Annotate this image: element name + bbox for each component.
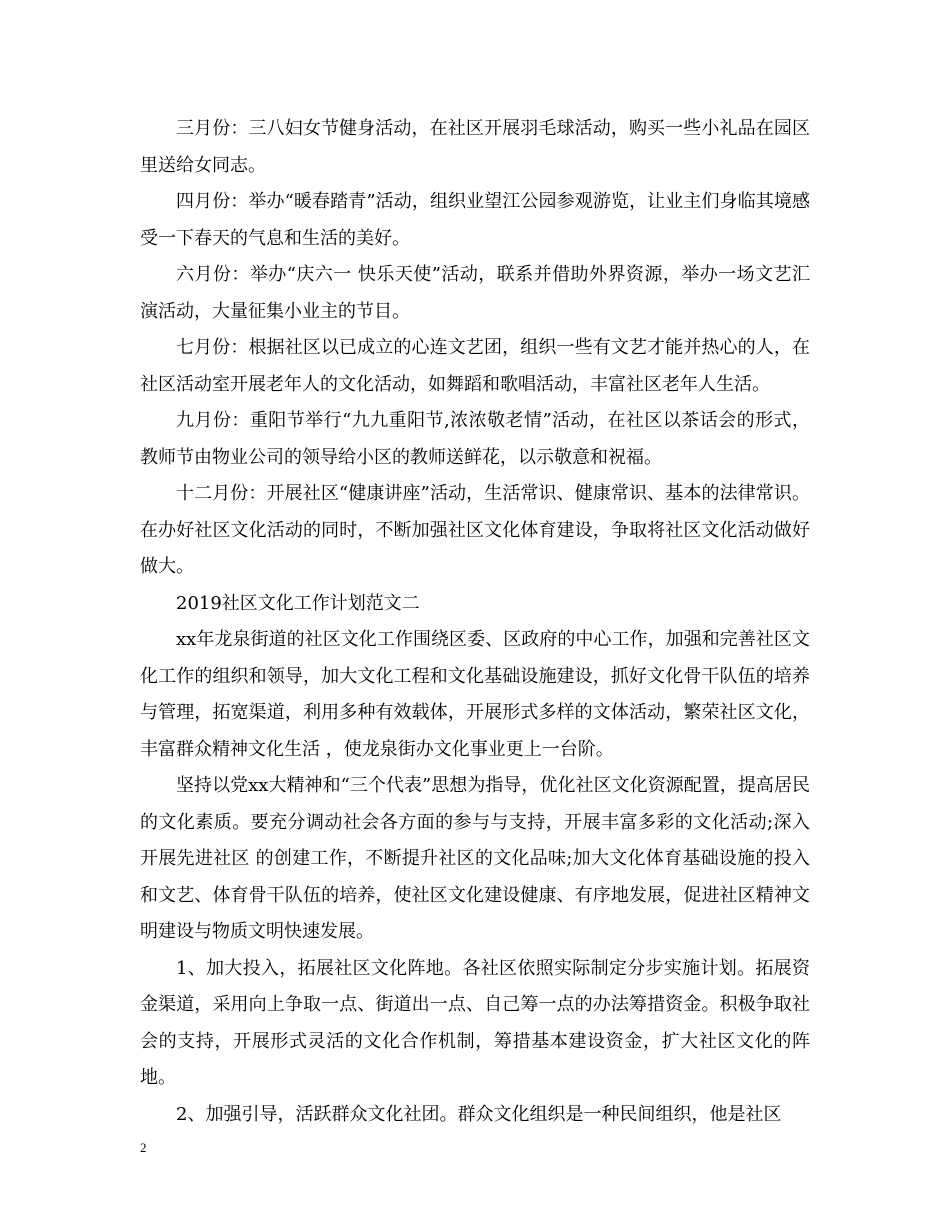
paragraph-guidance: 坚持以党xx大精神和“三个代表”思想为指导，优化社区文化资源配置，提高居民的文化素质。要充分调动社会各方面的参与与支持，开展丰富多彩的文化活动;深入开展先进社区 的创建工作，不断提升社区的文化品味;加大文化体育基础设施的投入和文艺、体育骨干队伍的培养，使社区文化建设健康、有序地发展，促进社区精神文明建设与物质文明快速发展。 [140,775,810,942]
paragraph-march: 三月份：三八妇女节健身活动，在社区开展羽毛球活动，购买一些小礼品在园区里送给女同志。 [140,118,810,176]
page-number: 2 [140,1140,147,1155]
section-heading: 2019社区文化工作计划范文二 [176,592,420,614]
paragraph-september: 九月份：重阳节举行“九九重阳节,浓浓敬老情”活动，在社区以茶话会的形式，教师节由物业公司的领导给小区的教师送鲜花，以示敬意和祝福。 [140,410,810,468]
document-body [140,111,810,1133]
paragraph-item-2: 2、加强引导，活跃群众文化社团。群众文化组织是一种民间组织，他是社区 [176,1103,782,1125]
paragraph-june: 六月份：举办“庆六一 快乐天使”活动，联系并借助外界资源，举办一场文艺汇演活动，大量征集小业主的节目。 [140,264,810,322]
paragraph-april: 四月份：举办“暖春踏青”活动，组织业望江公园参观游览，让业主们身临其境感受一下春天的气息和生活的美好。 [140,191,810,249]
paragraph-overview: xx年龙泉街道的社区文化工作围绕区委、区政府的中心工作，加强和完善社区文化工作的组织和领导，加大文化工程和文化基础设施建设，抓好文化骨干队伍的培养与管理，拓宽渠道，利用多种有效载体，开展形式多样的文体活动，繁荣社区文化，丰富群众精神文化生活 ，使龙泉街办文化事业更上一台阶。 [140,629,810,760]
paragraph-december: 十二月份：开展社区“健康讲座”活动，生活常识、健康常识、基本的法律常识。在办好社区文化活动的同时，不断加强社区文化体育建设，争取将社区文化活动做好做大。 [140,483,810,577]
paragraph-item-1: 1、加大投入，拓展社区文化阵地。各社区依照实际制定分步实施计划。拓展资金渠道，采用向上争取一点、街道出一点、自己筹一点的办法筹措资金。积极争取社会的支持，开展形式灵活的文化合作机制，筹措基本建设资金，扩大社区文化的阵地。 [140,957,810,1088]
paragraph-july: 七月份：根据社区以已成立的心连文艺团，组织一些有文艺才能并热心的人，在社区活动室开展老年人的文化活动，如舞蹈和歌唱活动，丰富社区老年人生活。 [140,337,810,395]
